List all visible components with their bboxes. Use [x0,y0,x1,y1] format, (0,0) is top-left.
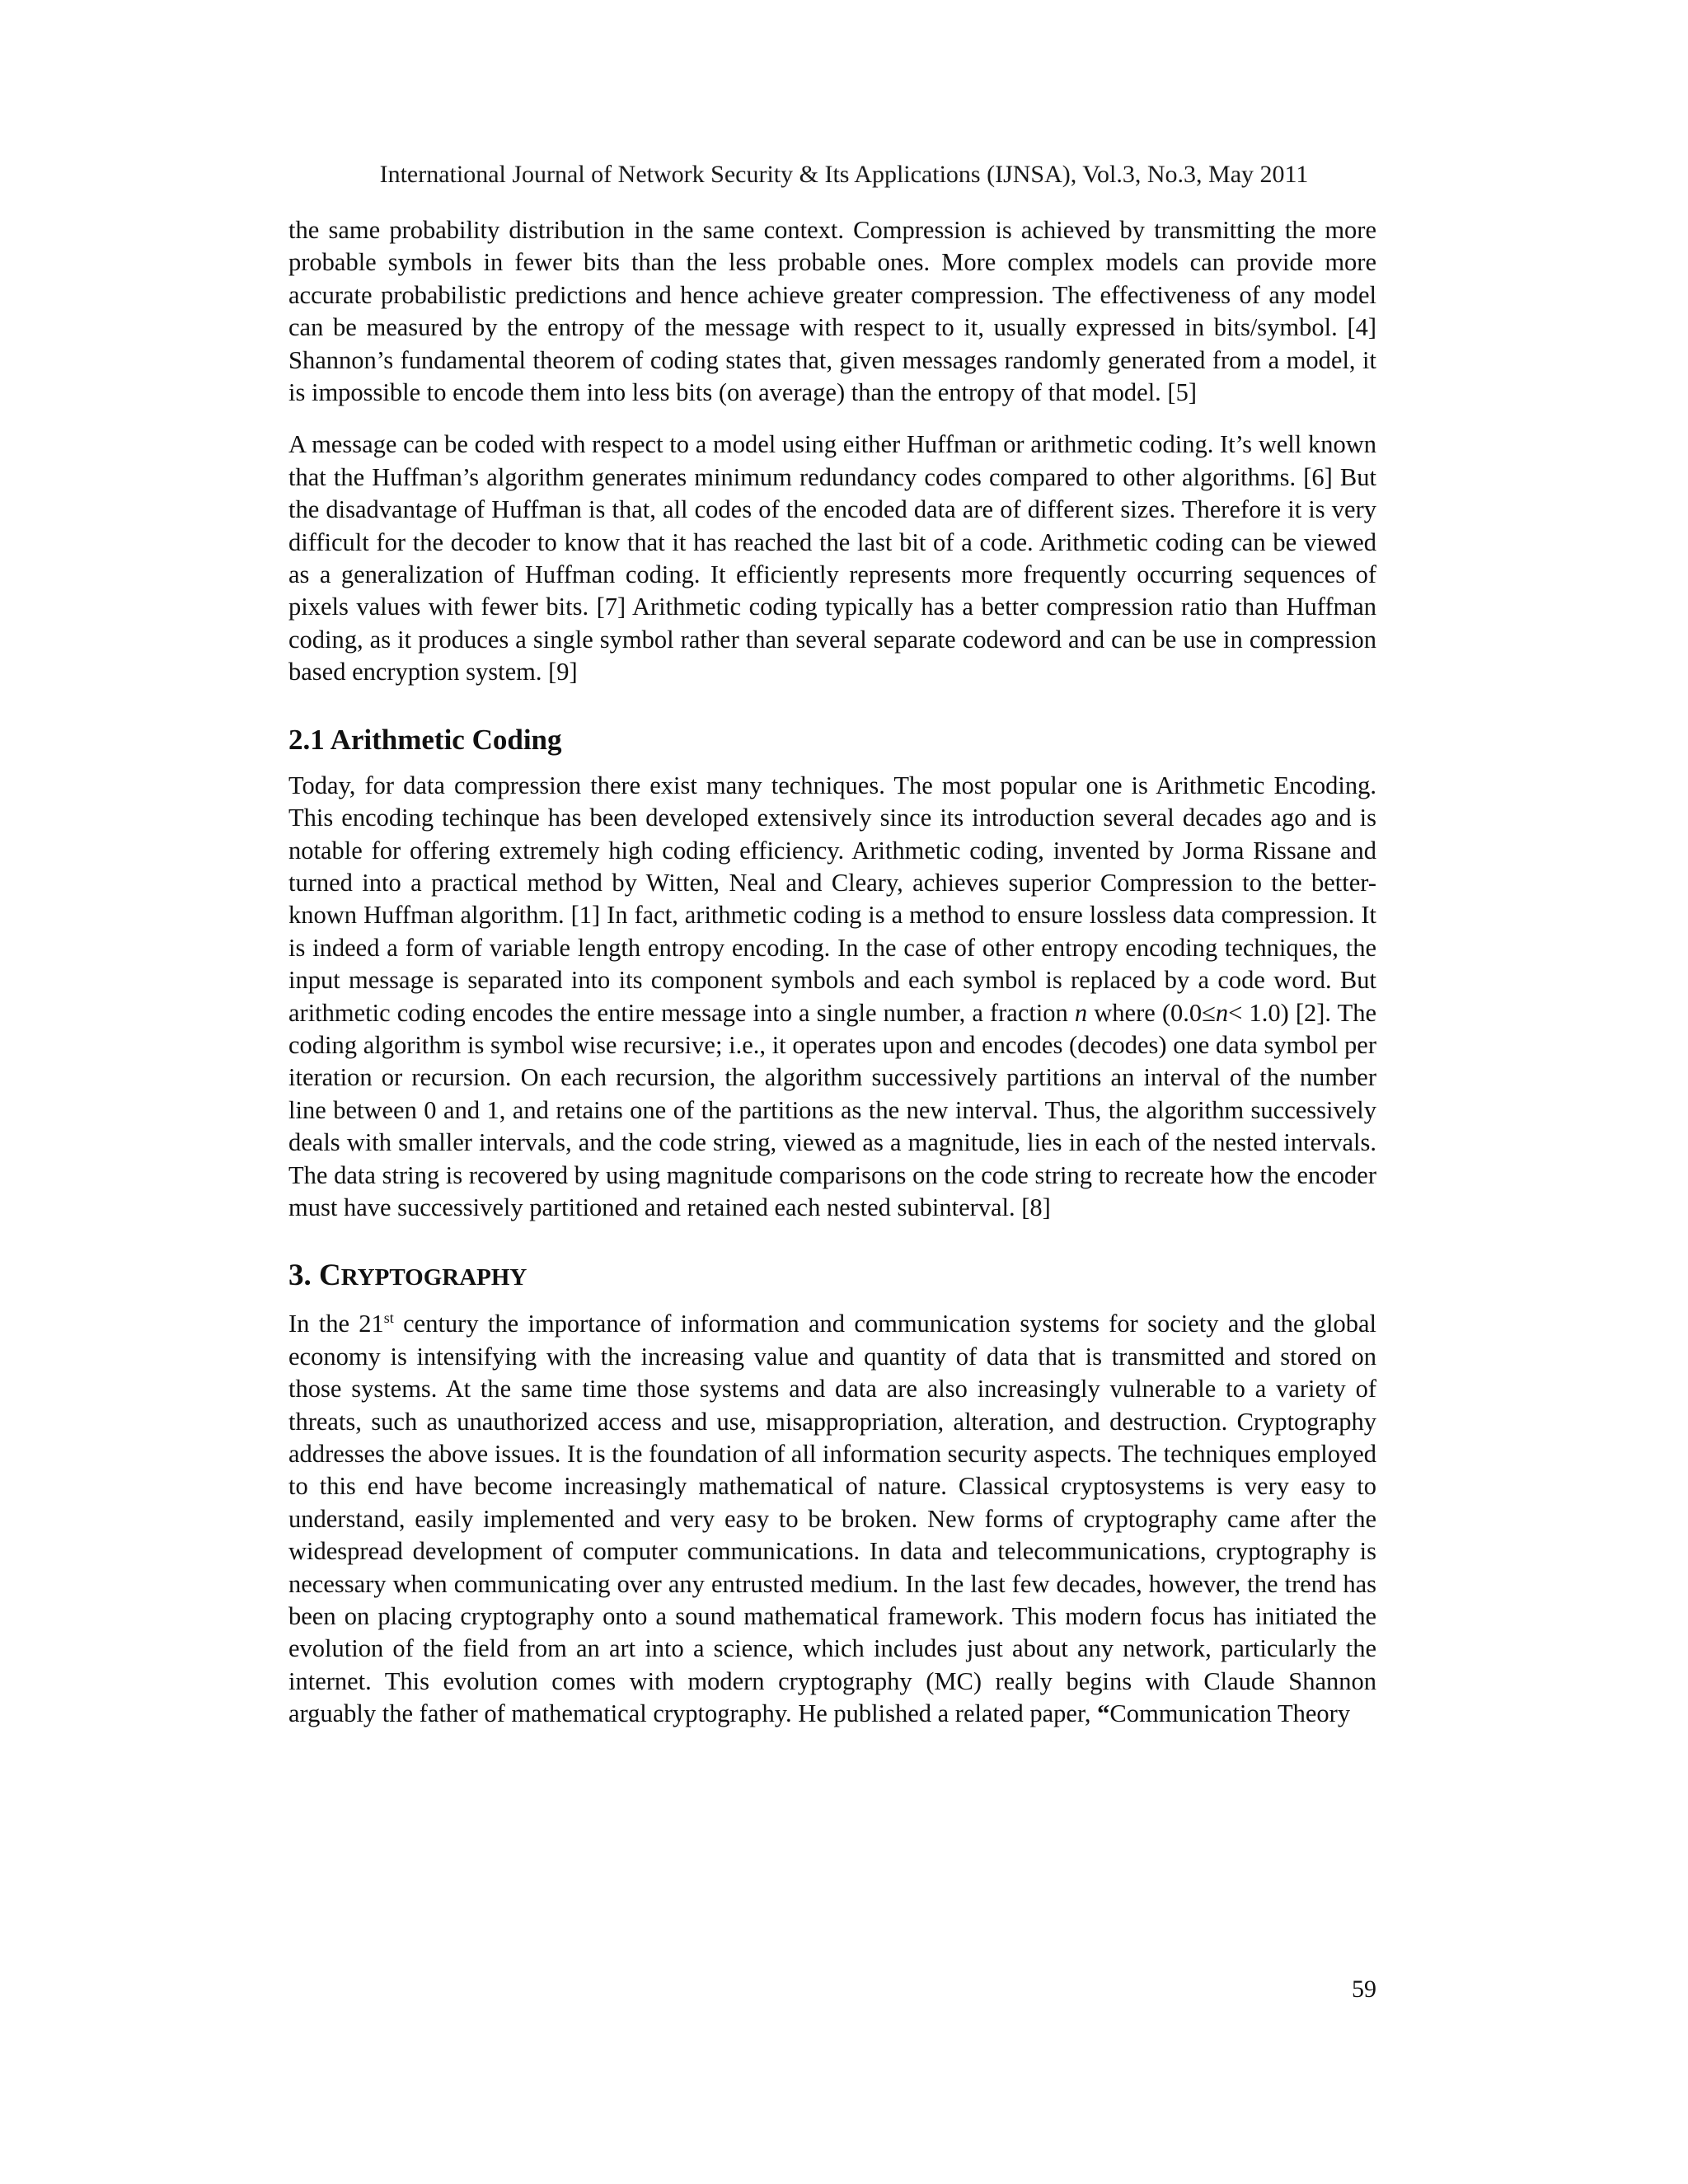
ordinal-superscript: st [383,1310,394,1327]
crypto-quote-mark: “ [1097,1699,1110,1728]
section-heading-arithmetic-coding: 2.1 Arithmetic Coding [288,723,562,756]
section-heading-cryptography [288,1257,1376,1296]
arith-text-where: where (0.0≤ [1087,998,1216,1027]
paragraph-huffman-arithmetic: A message can be coded with respect to a model using either Huffman or arithmetic coding. It’s well known that the Huffman’s algorithm generates minimum redundancy codes compared to other algorithms. [6] But the disadvantage of Huffman is that, all codes of the encoded data are of different sizes. Therefore it is very difficult for the decoder to know that it has reached the last bit of a code. Arithmetic coding can be viewed as a generalization of Huffman coding. It efficiently represents more frequently occurring sequences of pixels values with fewer bits. [7] Arithmetic coding typically has a better compression ratio than Huffman coding, as it produces a single symbol rather than several separate codeword and can be use in compression based encryption system. [9] [288,430,1376,687]
variable-n: n [1074,998,1088,1027]
paragraph-arithmetic-coding [288,770,1376,1225]
arith-text-start: Today, for data compression there exist many techniques. The most popular one is Arithmetic Encoding. This encoding techinque has been developed extensively since its introduction several decades ago and is notable for offering extremely high coding efficiency. Arithmetic coding, invented by Jorma Rissane and turned into a practical method by Witten, Neal and Cleary, achieves superior Compression to the better-known Huffman algorithm. [1] In fact, arithmetic coding is a method to ensure lossless data compression. It is indeed a form of variable length entropy encoding. In the case of other entropy encoding techniques, the input message is separated into its component symbols and each symbol is replaced by a code word. But arithmetic coding encodes the entire message into a single number, a fraction [288,771,1376,1027]
paragraph-model-entropy: the same probability distribution in the same context. Compression is achieved by transmitting the more probable symbols in fewer bits than the less probable ones. More complex models can provide more accurate probabilistic predictions and hence achieve greater compression. The effectiveness of any model can be measured by the entropy of the message with respect to it, usually expressed in bits/symbol. [4] Shannon’s fundamental theorem of coding states that, given messages randomly generated from a model, it is impossible to encode them into less bits (on average) than the entropy of that model. [5] [288,216,1376,407]
crypto-text-intro: In the 21 [288,1310,384,1338]
page-body [288,214,1376,1731]
journal-header: International Journal of Network Security & Its Applications (IJNSA), Vol.3, No.3, May 2011 [379,161,1309,188]
crypto-text-tail: Communication Theory [1109,1699,1351,1728]
heading-number: 3. [288,1258,319,1293]
variable-n-inequality: n [1215,998,1229,1027]
heading-first-letter: C [319,1258,341,1293]
arith-text-end: < 1.0) [2]. The coding algorithm is symbol wise recursive; i.e., it operates upon and encodes (decodes) one data symbol per iteration or recursion. On each recursion, the algorithm successively partitions an interval of the number line between 0 and 1, and retains one of the partitions as the new interval. Thus, the algorithm successively deals with smaller intervals, and the code string, viewed as a magnitude, lies in each of the nested intervals. The data string is recovered by using magnitude comparisons on the code string to recreate how the encoder must have successively partitioned and retained each nested subinterval. [8] [288,998,1376,1221]
paragraph-cryptography [288,1308,1376,1730]
heading-small-caps: RYPTOGRAPHY [340,1264,528,1291]
crypto-text-body: century the importance of information and communication systems for society and the global economy is intensifying with the increasing value and quantity of data that is transmitted and stored on those systems. At the same time those systems and data are also increasingly vulnerable to a variety of threats, such as unauthorized access and use, misappropriation, alteration, and destruction. Cryptography addresses the above issues. It is the foundation of all information security aspects. The techniques employed to this end have become increasingly mathematical of nature. Classical cryptosystems is very easy to understand, easily implemented and very easy to be broken. New forms of cryptography came after the widespread development of computer communications. In data and telecommunications, cryptography is necessary when communicating over any entrusted medium. In the last few decades, however, the trend has been on placing cryptography onto a sound mathematical framework. This modern focus has initiated the evolution of the field from an art into a science, which includes just about any network, particularly the internet. This evolution comes with modern cryptography (MC) really begins with Claude Shannon arguably the father of mathematical cryptography. He published a related paper, [288,1310,1376,1728]
page-number: 59 [1352,1975,1376,2003]
